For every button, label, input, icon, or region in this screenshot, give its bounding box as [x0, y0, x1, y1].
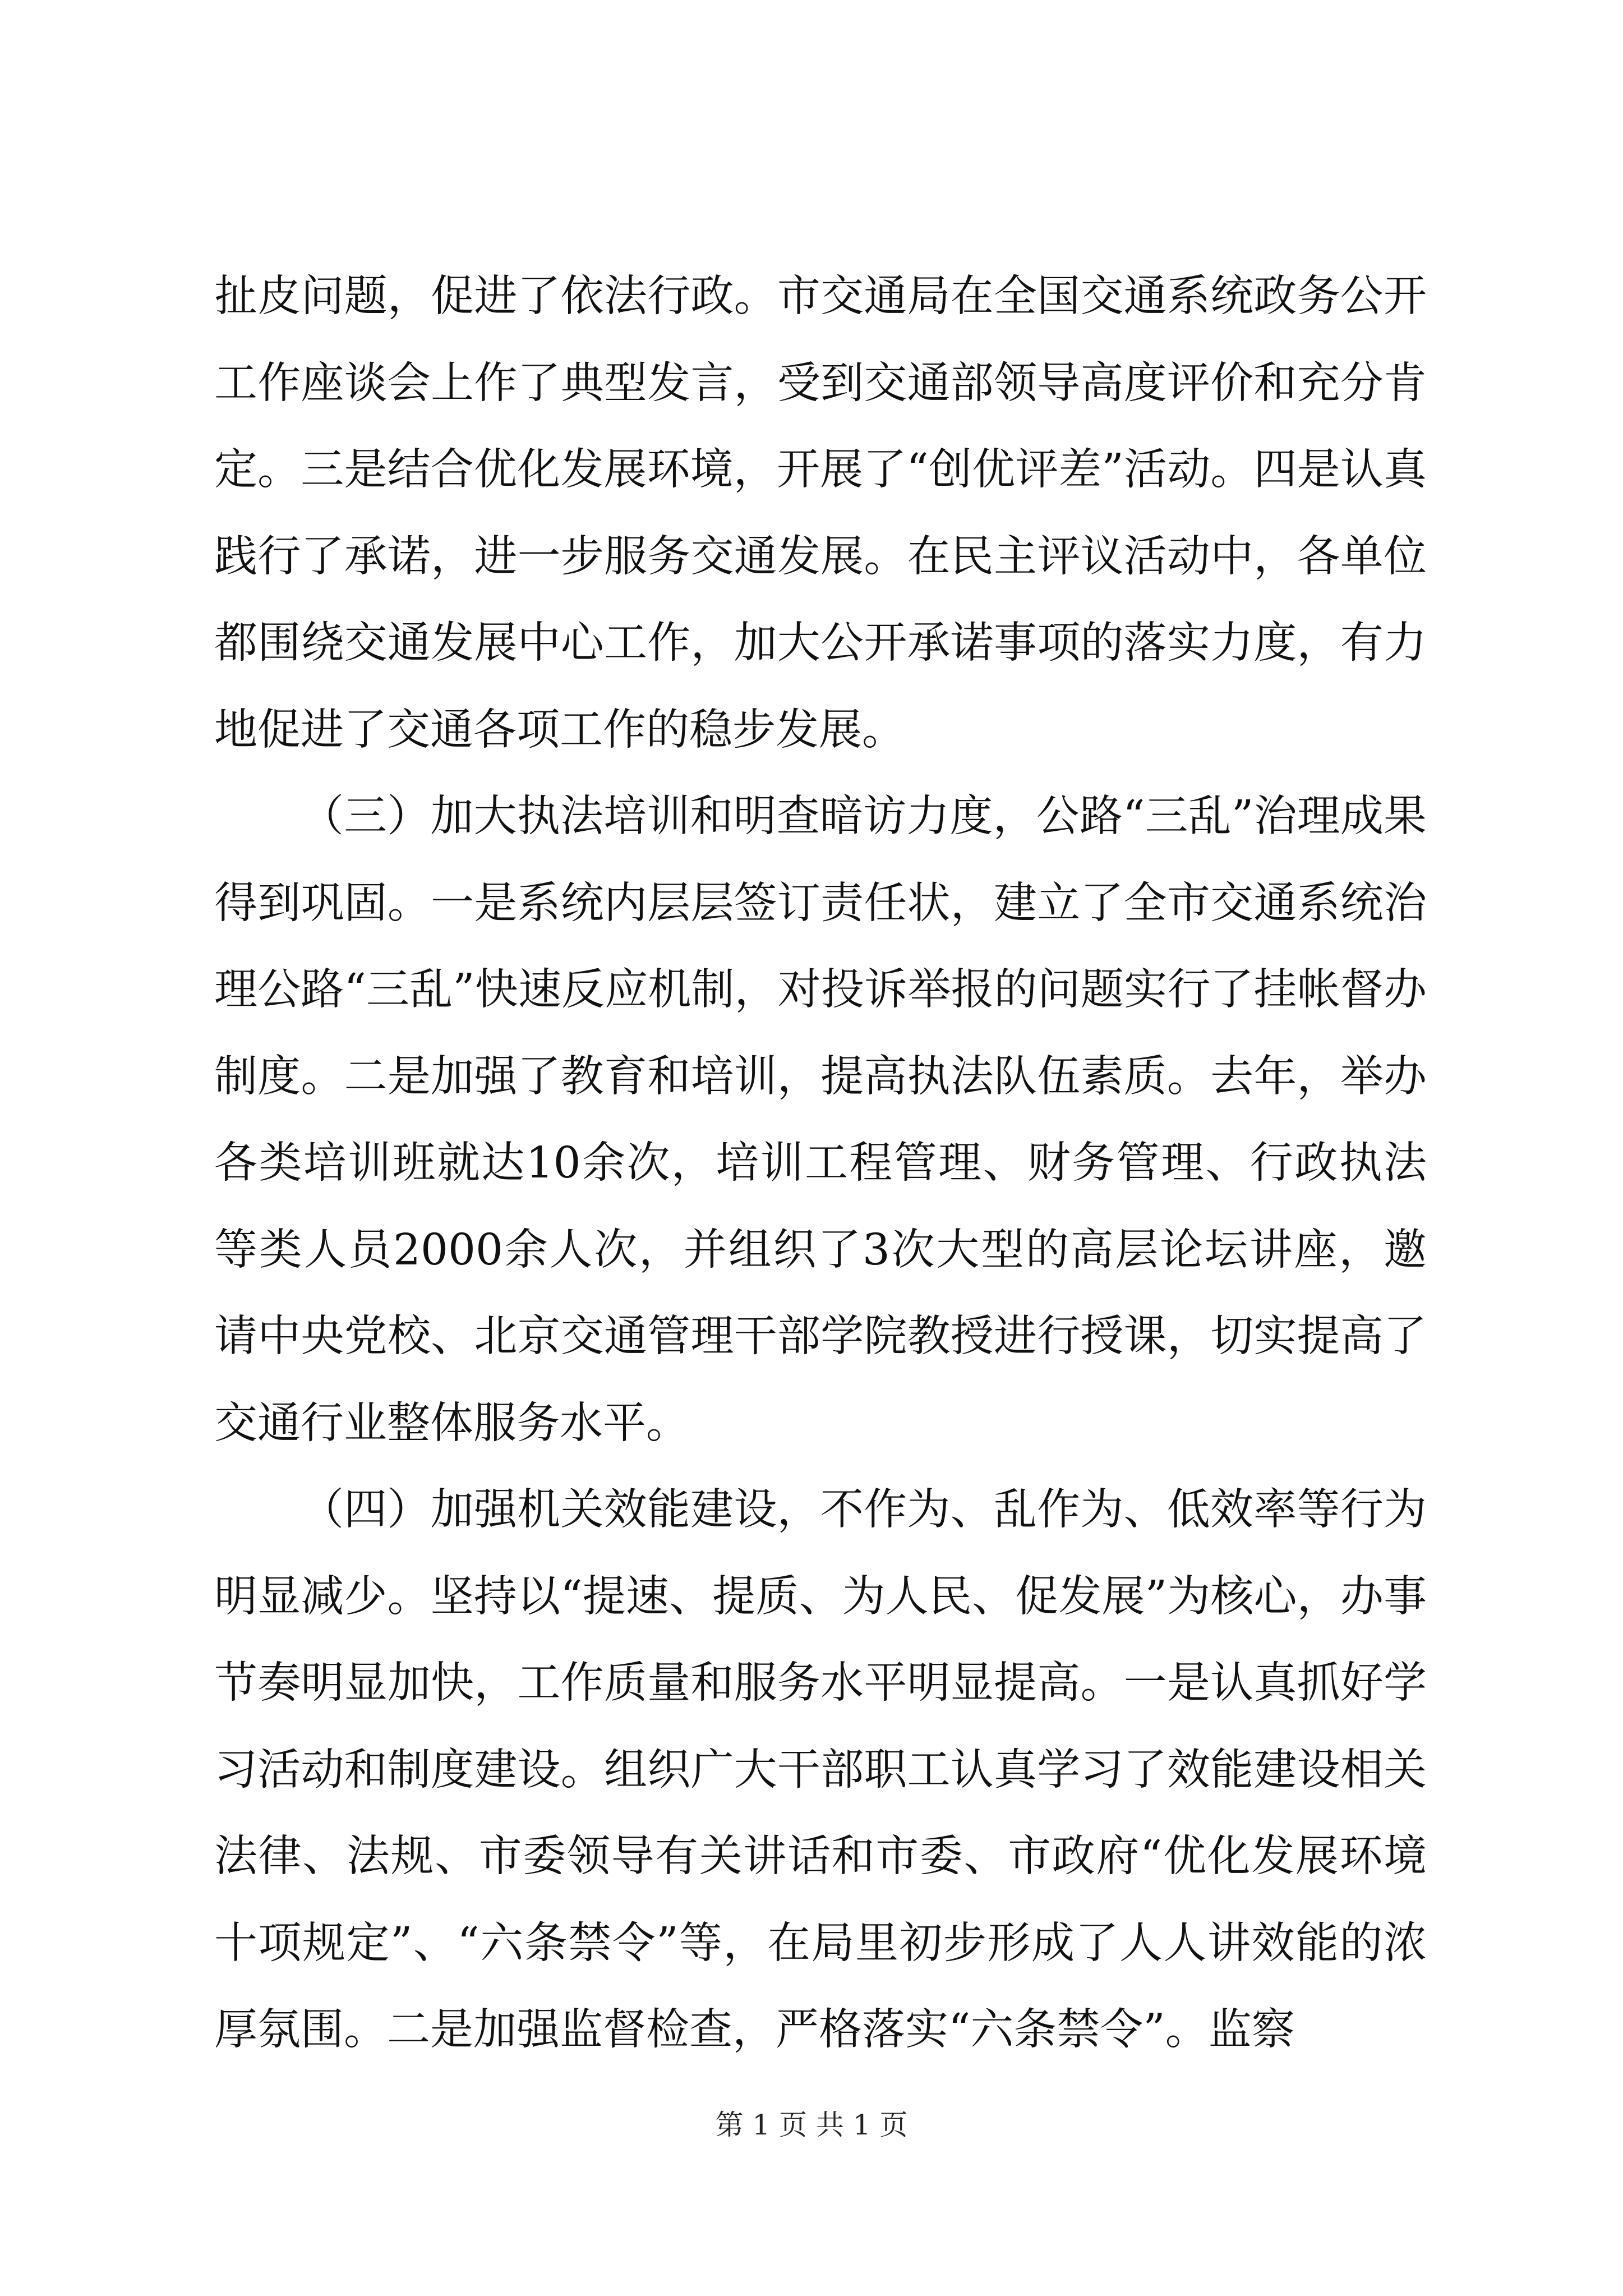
paragraph-section-three: （三）加大执法培训和明查暗访力度，公路“三乱”治理成果得到巩固。一是系统内层层签订责任状，建立了全市交通系统治理公路“三乱”快速反应机制，对投诉举报的问题实行了挂帐督办制度。二是加强了教育和培训，提高执法队伍素质。去年，举办各类培训班就达10余次，培训工程管理、财务管理、行政执法等类人员2000余人次，并组织了3次大型的高层论坛讲座，邀请中央党校、北京交通管理干部学院教授进行授课，切实提高了交通行业整体服务水平。 [214, 792, 1427, 1448]
paragraph-continuation: 扯皮问题，促进了依法行政。市交通局在全国交通系统政务公开工作座谈会上作了典型发言，受到交通部领导高度评价和充分肯定。三是结合优化发展环境，开展了“创优评差”活动。四是认真践行了承诺，进一步服务交通发展。在民主评议活动中，各单位都围绕交通发展中心工作，加大公开承诺事项的落实力度，有力地促进了交通各项工作的稳步发展。 [214, 272, 1427, 755]
paragraph-section-four: （四）加强机关效能建设，不作为、乱作为、低效率等行为明显减少。坚持以“提速、提质、为人民、促发展”为核心，办事节奏明显加快，工作质量和服务水平明显提高。一是认真抓好学习活动和制度建设。组织广大干部职工认真学习了效能建设相关法律、法规、市委领导有关讲话和市委、市政府“优化发展环境十项规定”、“六条禁令”等，在局里初步形成了人人讲效能的浓厚氛围。二是加强监督检查，严格落实“六条禁令”。监察 [214, 1485, 1427, 2055]
document-body [214, 254, 1427, 2074]
page-footer: 第 1 页 共 1 页 [715, 2109, 908, 2141]
